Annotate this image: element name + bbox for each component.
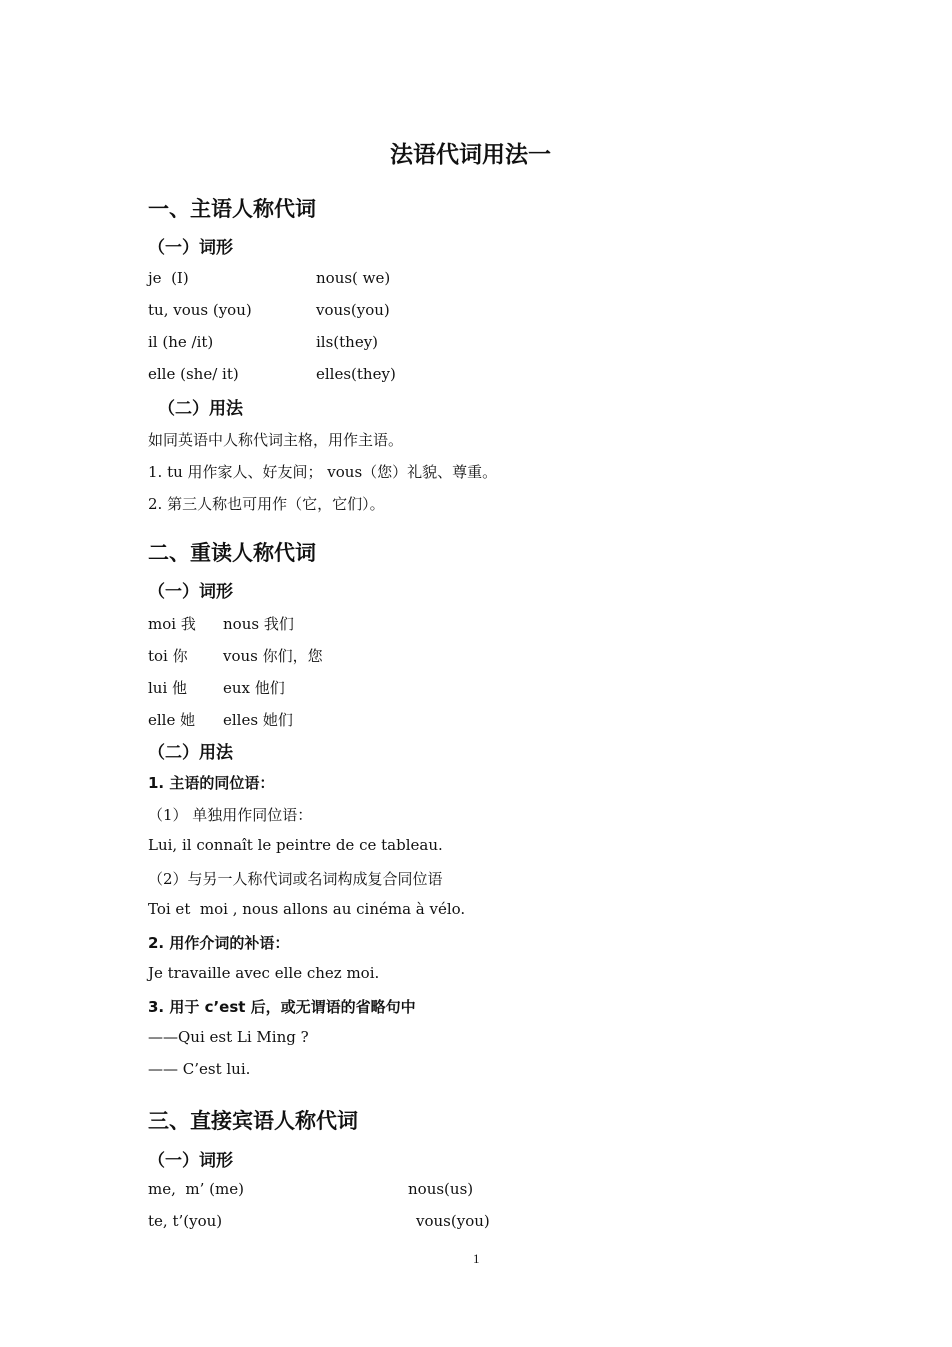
s2-usage-1d-example: Toi et moi , nous allons au cinéma à vélo. (148, 900, 466, 918)
s2-usage-1b-example: Lui, il connaît le peintre de ce tableau. (148, 836, 443, 854)
s2-row-4-plural: elles 她们 (223, 711, 293, 729)
s2-row-1-singular: moi 我 (148, 615, 196, 633)
s3-row-1-singular: me, m’ (me) (148, 1180, 244, 1198)
section-2-heading: 二、重读人称代词 (148, 541, 316, 565)
s1-usage-text-1: 如同英语中人称代词主格，用作主语。 (148, 431, 404, 449)
section-1-sub-usage: （二）用法 (158, 399, 243, 419)
section-1-heading: 一、主语人称代词 (148, 197, 316, 221)
section-3-sub-forms: （一）词形 (148, 1151, 233, 1171)
s3-row-2-singular: te, t’(you) (148, 1212, 223, 1230)
s1-row-1-plural: nous( we) (316, 269, 391, 287)
s1-usage-text-3: 2. 第三人称也可用作（它，它们）。 (148, 495, 385, 513)
s1-row-3-singular: il (he /it) (148, 333, 214, 351)
s2-usage-1a: （1） 单独用作同位语： (148, 806, 313, 824)
s1-row-2-plural: vous(you) (316, 301, 390, 319)
s3-row-1-plural: nous(us) (408, 1180, 474, 1198)
section-3-heading: 三、直接宾语人称代词 (148, 1109, 358, 1133)
s2-usage-2a-example: Je travaille avec elle chez moi. (148, 964, 380, 982)
s1-row-1-singular: je (I) (148, 269, 189, 287)
s2-row-3-plural: eux 他们 (223, 679, 285, 697)
s2-usage-3-heading: 3. 用于 c’est 后，或无谓语的省略句中 (148, 998, 416, 1016)
s2-row-2-singular: toi 你 (148, 647, 188, 665)
s2-row-1-plural: nous 我们 (223, 615, 294, 633)
section-2-sub-forms: （一）词形 (148, 582, 233, 602)
s1-row-2-singular: tu, vous (you) (148, 301, 252, 319)
s1-row-4-singular: elle (she/ it) (148, 365, 239, 383)
s3-row-2-plural: vous(you) (416, 1212, 490, 1230)
s2-usage-1c: （2）与另一人称代词或名词构成复合同位语 (148, 870, 443, 888)
s2-usage-1-heading: 1. 主语的同位语： (148, 774, 275, 792)
s1-row-4-plural: elles(they) (316, 365, 396, 383)
s2-usage-3b-example: —— C’est lui. (148, 1060, 251, 1078)
s2-usage-3a-example: ——Qui est Li Ming ? (148, 1028, 309, 1046)
s2-row-4-singular: elle 她 (148, 711, 196, 729)
section-2-sub-usage: （二）用法 (148, 743, 233, 763)
page-number: 1 (473, 1251, 480, 1266)
s1-usage-text-2: 1. tu 用作家人、好友间； vous（您）礼貌、尊重。 (148, 463, 498, 481)
page-title: 法语代词用法一 (390, 142, 551, 168)
section-1-sub-forms: （一）词形 (148, 238, 233, 258)
s2-row-2-plural: vous 你们，您 (223, 647, 323, 665)
s2-usage-2-heading: 2. 用作介词的补语： (148, 934, 290, 952)
s2-row-3-singular: lui 他 (148, 679, 188, 697)
s1-row-3-plural: ils(they) (316, 333, 379, 351)
